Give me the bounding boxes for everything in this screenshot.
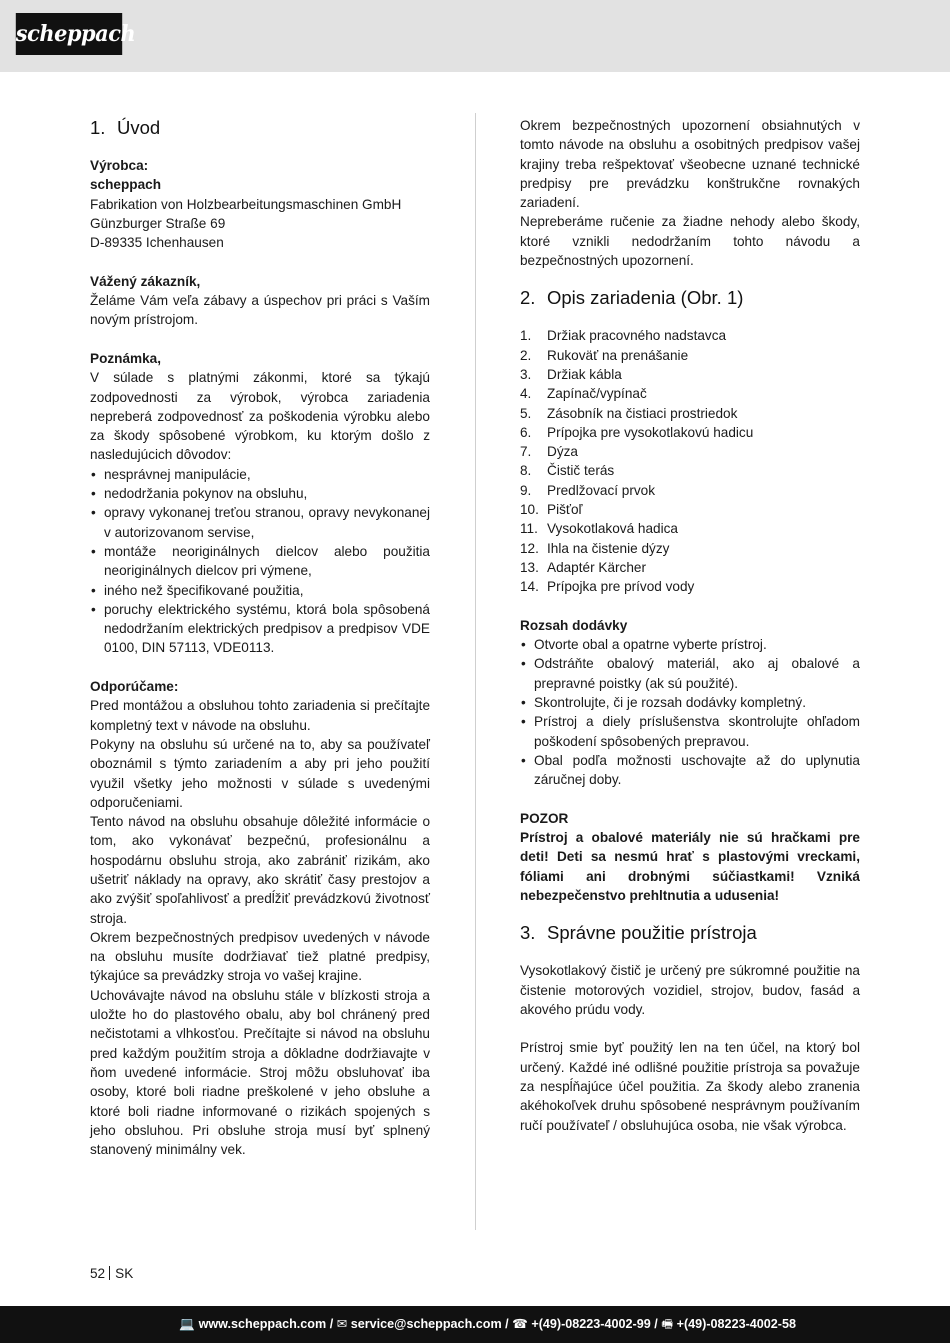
manufacturer-line: D-89335 Ichenhausen: [90, 235, 224, 251]
warning-label: POZOR: [520, 810, 569, 826]
scope-label: Rozsah dodávky: [520, 617, 628, 633]
page-footer: [0, 1306, 950, 1343]
dear-customer-label: Vážený zákazník,: [90, 273, 201, 289]
page-header: [0, 0, 950, 72]
use-paragraph: Prístroj smie byť použitý len na ten účel, na ktorý bol určený. Každé iné odlišné použitie prístroja sa považuje za nespĺňajúce účel použitia. Za škody alebo zranenia akéhokoľvek druhu spôsobené nesprávnym používaním ručí používateľ / obsluhujúca osoba, nie však výrobca.: [520, 1040, 860, 1133]
intro-paragraph: Nepreberáme ručenie za žiadne nehody alebo škody, ktoré vznikli nedodržaním tohto návodu a bezpečnostných upozornení.: [520, 214, 860, 269]
intro-paragraph: Okrem bezpečnostných upozornení obsiahnutých v tomto návode na obsluhu a osobitných predpisov vašej krajiny treba rešpektovať všeobecne uznané technické predpisy pre prevádzku konštrukčne rovnakých zariadení.: [520, 118, 860, 211]
recommendation-paragraph: Tento návod na obsluhu obsahuje dôležité informácie o tom, ako vykonávať bezpečnú, profesionálnu a hospodárnu obsluhu stroja, ako zabrániť rizikám, ako ušetriť náklady na opravy, ako skrátiť časy prestojov a ako zvýšiť spoľahlivosť a predĺžiť prevádzkovú životnosť stroja.: [90, 814, 430, 926]
scheppach-logo: scheppach: [16, 13, 122, 55]
list-item: 5. Zásobník na čistiaci prostriedok: [520, 405, 738, 421]
manufacturer-name: scheppach: [90, 177, 162, 193]
note-list: [90, 465, 430, 658]
phone-icon: ☎: [512, 1317, 528, 1331]
section-2-heading: [520, 286, 860, 310]
list-item: 9. Predlžovací prvok: [520, 482, 656, 498]
recommendation-paragraph: Uchovávajte návod na obsluhu stále v blízkosti stroja a uložte ho do plastového obalu, aby bol chránený pred nečistotami a vlhkosťou. Prečítajte si návod na obsluhu pred každým použitím stroja a dôkladne dodržiavajte v ňom uvedené informácie. Stroj môžu obsluhovať iba osoby, ktoré boli riadne preškolené v jeho obsluhe a ktoré boli riadne informované o rizikách spojených s jeho obsluhou. Pri obsluhe stroja musí byť splnený stanovený minimálny vek.: [90, 987, 430, 1158]
list-item: 6. Prípojka pre vysokotlakovú hadicu: [520, 424, 754, 440]
manufacturer-label: Výrobca:: [90, 158, 149, 173]
use-paragraph: Vysokotlakový čistič je určený pre súkromné použitie na čistenie motorových vozidiel, strojov, budov, fasád a akového prúdu vody.: [520, 963, 860, 1017]
fax-icon: 🖷: [661, 1317, 674, 1331]
recommendation-paragraph: Pokyny na obsluhu sú určené na to, aby sa používateľ oboznámil s týmto zariadením a aby pri jeho použití využil všetky jeho možnosti v súlade s uvedenými odporučeniami.: [90, 736, 430, 810]
list-item: • Obal podľa možnosti uschovajte až do uplynutia záručnej doby.: [520, 751, 860, 790]
list-item: • iného než špecifikované použitia,: [90, 581, 430, 600]
list-item: 2. Rukoväť na prenášanie: [520, 347, 689, 363]
list-item: • montáže neoriginálnych dielcov alebo použitia neoriginálnych dielcov pri výmene,: [90, 542, 430, 581]
recommendation-paragraph: Okrem bezpečnostných predpisov uvedených v návode na obsluhu musíte dodržiavať tiež platné predpisy, týkajúce sa prevádzky stroja vo vašej krajine.: [90, 929, 430, 984]
list-item: • Skontrolujte, či je rozsah dodávky kompletný.: [520, 693, 860, 712]
footer-fax: +(49)-08223-4002-58: [676, 1317, 796, 1331]
section-1-title: Úvod: [117, 117, 161, 138]
column-divider: [475, 113, 476, 1230]
note-text: V súlade s platnými zákonmi, ktoré sa týkajú zodpovednosti za výrobok, výrobca zariadenia nepreberá zodpovednosť za poškodenia výrobku alebo za škody spôsobené výrobkom, ku ktorým došlo z nasledujúcich dôvodov:: [90, 370, 430, 463]
list-item: • Odstráňte obalový materiál, ako aj obalové a prepravné poistky (ak sú použité).: [520, 654, 860, 693]
mail-icon: ✉: [336, 1317, 348, 1331]
footer-website[interactable]: www.scheppach.com /: [198, 1317, 334, 1331]
recommendation-label: Odporúčame:: [90, 679, 179, 695]
list-item: • poruchy elektrického systému, ktorá bola spôsobená nedodržaním elektrických predpisov a predpisov VDE 0100, DIN 57113, VDE0113.: [90, 600, 430, 658]
page-language: SK: [115, 1266, 134, 1281]
list-item: 13. Adaptér Kärcher: [520, 559, 646, 575]
list-item: • Otvorte obal a opatrne vyberte prístroj.: [520, 635, 860, 654]
list-item: • opravy vykonanej treťou stranou, opravy nevykonanej v autorizovanom servise,: [90, 503, 430, 542]
section-3-heading: [520, 921, 860, 945]
list-item: 14. Prípojka pre prívod vody: [520, 579, 695, 595]
list-item: 8. Čistič terás: [520, 463, 615, 479]
section-3-number: 3.: [520, 922, 536, 944]
footer-phone: +(49)-08223-4002-99 /: [531, 1317, 658, 1331]
right-column: [520, 116, 860, 1135]
list-item: 7. Dýza: [520, 444, 578, 460]
manufacturer-line: Günzburger Straße 69: [90, 215, 226, 231]
list-item: 12. Ihla na čistenie dýzy: [520, 540, 670, 556]
list-item: 4. Zapínač/vypínač: [520, 386, 647, 402]
list-item: 10. Pišťoľ: [520, 502, 583, 518]
section-3-title: Správne použitie prístroja: [547, 922, 757, 944]
list-item: • nesprávnej manipulácie,: [90, 465, 430, 484]
computer-icon: 💻: [179, 1317, 196, 1331]
manufacturer-line: Fabrikation von Holzbearbeitungsmaschinen GmbH: [90, 196, 402, 212]
note-label: Poznámka,: [90, 350, 162, 366]
page-number: [90, 1264, 133, 1284]
section-1-heading: [90, 116, 430, 140]
page-number-value: 52: [90, 1266, 106, 1281]
list-item: 11. Vysokotlaková hadica: [520, 521, 678, 537]
list-item: • nedodržania pokynov na obsluhu,: [90, 484, 430, 503]
recommendation-paragraph: Pred montážou a obsluhou tohto zariadenia si prečítajte kompletný text v návode na obsluhu.: [90, 698, 430, 733]
left-column: [90, 116, 430, 1159]
list-item: • Prístroj a diely príslušenstva skontrolujte ohľadom poškodení spôsobených prepravou.: [520, 712, 860, 751]
parts-list: [520, 326, 860, 596]
section-2-number: 2.: [520, 287, 536, 309]
scope-list: [520, 635, 860, 789]
section-1-number: 1.: [90, 117, 106, 138]
section-2-title: Opis zariadenia (Obr. 1): [547, 287, 744, 309]
list-item: 1. Držiak pracovného nadstavca: [520, 328, 727, 344]
footer-email[interactable]: service@scheppach.com /: [350, 1317, 509, 1331]
dear-customer-text: Želáme Vám veľa zábavy a úspechov pri práci s Vaším novým prístrojom.: [90, 293, 430, 328]
warning-text: Prístroj a obalové materiály nie sú hračkami pre deti! Deti sa nesmú hrať s plastovými vreckami, fóliami ani drobnými súčiastkami! Vzniká nebezpečenstvo prehltnutia a udusenia!: [520, 830, 860, 903]
list-item: 3. Držiak kábla: [520, 366, 622, 382]
